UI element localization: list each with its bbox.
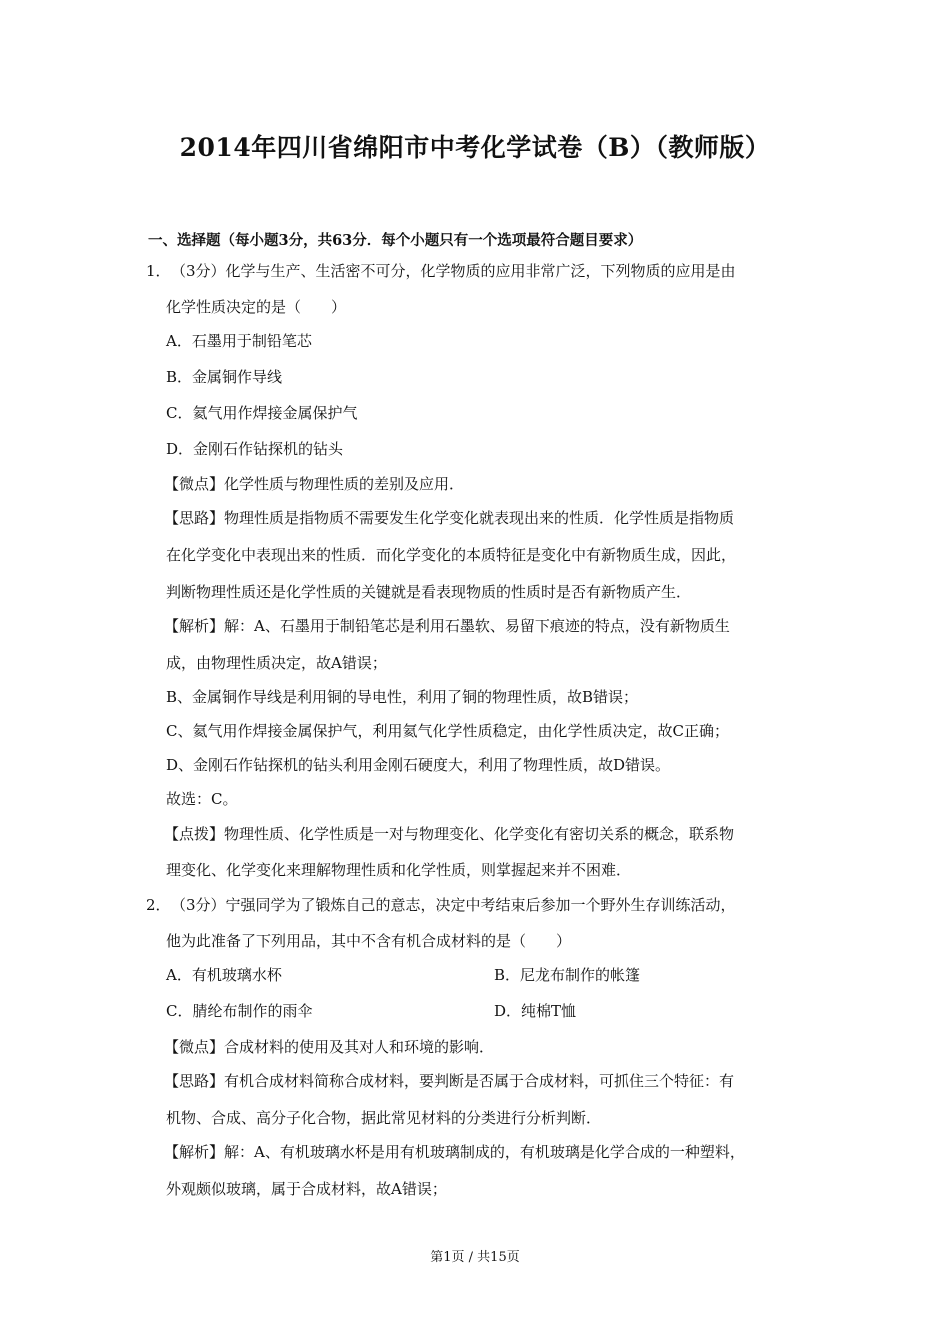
q1-dianbo-line2: 理变化、化学变化来理解物理性质和化学性质，则掌握起来并不困难． <box>166 861 632 879</box>
q1-dianbo-line1: 【点拨】物理性质、化学性质是一对与物理变化、化学变化有密切关系的概念，联系物 <box>164 825 735 843</box>
q2-option-a: A．有机玻璃水杯 <box>166 966 282 984</box>
q1-weidian: 【微点】化学性质与物理性质的差别及应用． <box>164 475 465 493</box>
q2-option-d: D．纯棉T恤 <box>494 1002 577 1020</box>
q2-stem-line2: 他为此准备了下列用品，其中不含有机合成材料的是（ ） <box>166 932 572 950</box>
q2-silu-line2: 机物、合成、高分子化合物，据此常见材料的分类进行分析判断． <box>166 1109 602 1127</box>
q1-stem-line1: （3分）化学与生产、生活密不可分，化学物质的应用非常广泛，下列物质的应用是由 <box>171 262 736 280</box>
q1-silu-line3: 判断物理性质还是化学性质的关键就是看表现物质的性质时是否有新物质产生． <box>166 583 692 601</box>
q1-stem-line2: 化学性质决定的是（ ） <box>166 298 347 316</box>
q1-silu-line1: 【思路】物理性质是指物质不需要发生化学变化就表现出来的性质．化学性质是指物质 <box>164 509 735 527</box>
document-title: 2014年四川省绵阳市中考化学试卷（B）（教师版） <box>179 133 771 162</box>
q2-jiexi-line1: 【解析】解：A、有机玻璃水杯是用有机玻璃制成的，有机玻璃是化学合成的一种塑料， <box>164 1143 745 1161</box>
q2-stem-line1: （3分）宁强同学为了锻炼自己的意志，决定中考结束后参加一个野外生存训练活动， <box>171 896 736 914</box>
q2-option-c: C．腈纶布制作的雨伞 <box>166 1002 313 1020</box>
q1-option-d: D．金刚石作钻探机的钻头 <box>166 440 344 458</box>
q2-weidian: 【微点】合成材料的使用及其对人和环境的影响． <box>164 1038 495 1056</box>
q1-jiexi-line4: C、氦气用作焊接金属保护气，利用氦气化学性质稳定，由化学性质决定，故C正确； <box>166 722 729 740</box>
q1-jiexi-line5: D、金刚石作钻探机的钻头利用金刚石硬度大，利用了物理性质，故D错误。 <box>166 756 671 774</box>
q1-option-a: A．石墨用于制铅笔芯 <box>166 332 312 350</box>
section-heading: 一、选择题（每小题3分，共63分．每个小题只有一个选项最符合题目要求） <box>148 232 643 249</box>
page-footer: 第1页 / 共15页 <box>430 1250 520 1265</box>
q1-answer: 故选：C。 <box>166 790 238 808</box>
q2-silu-line1: 【思路】有机合成材料简称合成材料，要判断是否属于合成材料，可抓住三个特征：有 <box>164 1072 735 1090</box>
q1-silu-line2: 在化学变化中表现出来的性质．而化学变化的本质特征是变化中有新物质生成，因此， <box>166 546 737 564</box>
q1-jiexi-line3: B、金属铜作导线是利用铜的导电性，利用了铜的物理性质，故B错误； <box>166 688 639 706</box>
q2-jiexi-line2: 外观颇似玻璃，属于合成材料，故A错误； <box>166 1180 447 1198</box>
q1-option-c: C．氦气用作焊接金属保护气 <box>166 404 358 422</box>
q1-jiexi-line2: 成，由物理性质决定，故A错误； <box>166 654 387 672</box>
q2-option-b: B．尼龙布制作的帐篷 <box>494 966 641 984</box>
q2-number: 2． <box>146 896 171 914</box>
q1-option-b: B．金属铜作导线 <box>166 368 283 386</box>
q1-jiexi-line1: 【解析】解：A、石墨用于制铅笔芯是利用石墨软、易留下痕迹的特点，没有新物质生 <box>164 617 730 635</box>
q1-number: 1． <box>146 262 171 280</box>
